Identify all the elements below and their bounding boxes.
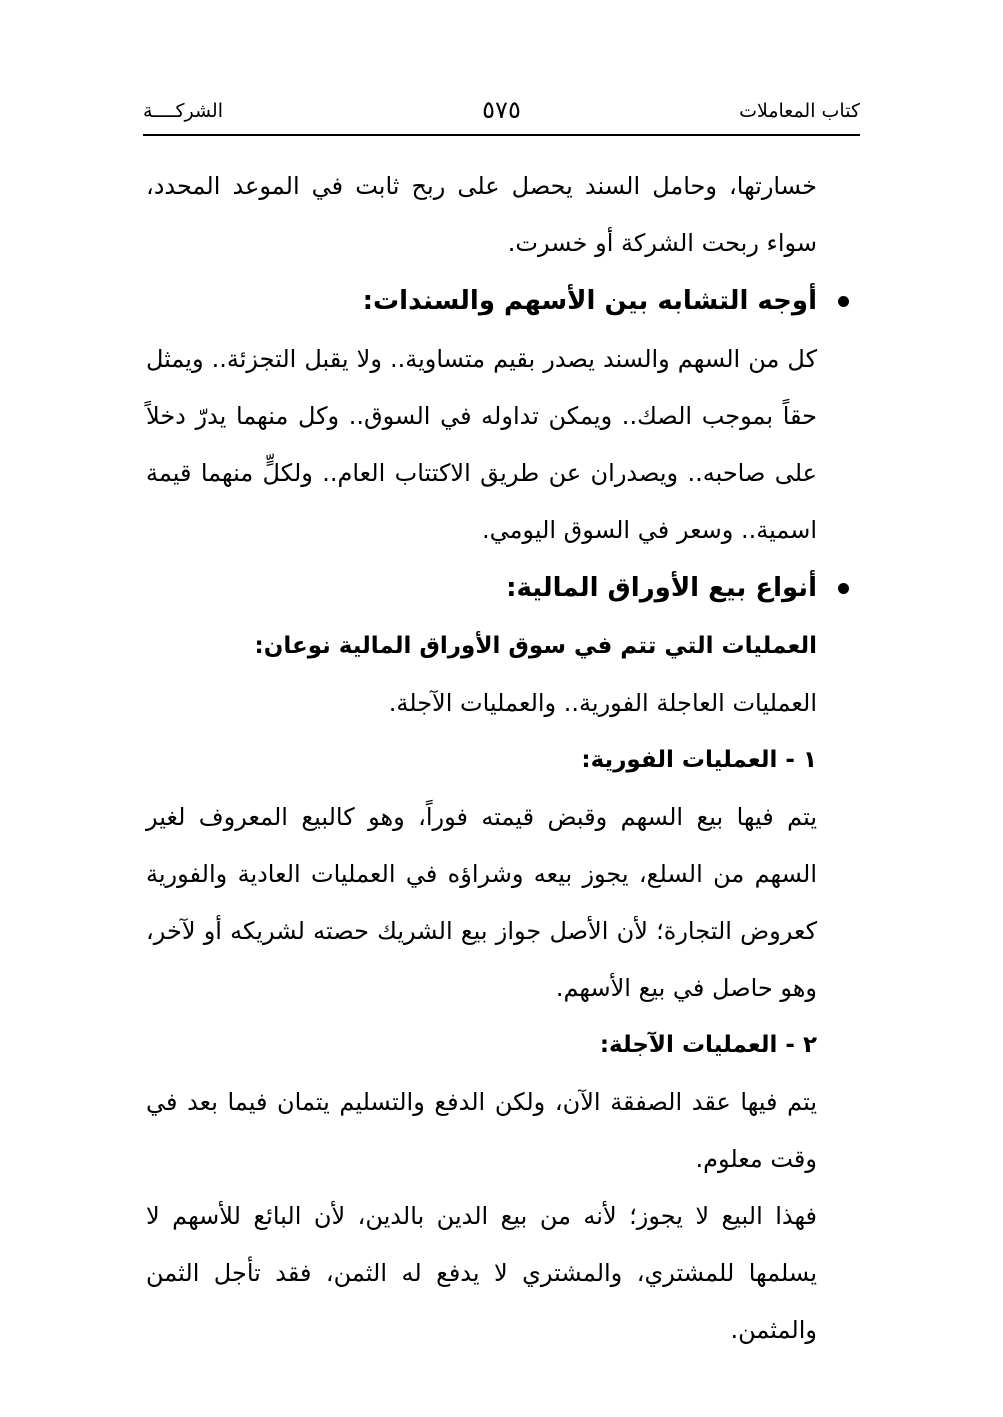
paragraph: يتم فيها عقد الصفقة الآن، ولكن الدفع والتسليم يتمان فيما بعد في وقت معلوم.: [146, 1088, 817, 1173]
subheading: العمليات التي تتم في سوق الأوراق المالية نوعان:: [254, 633, 817, 659]
bullet-icon: [838, 296, 849, 307]
chapter-title: الشركــــة: [143, 100, 223, 122]
book-title: كتاب المعاملات: [739, 100, 860, 122]
section-heading: [146, 559, 817, 618]
section-heading-text: أوجه التشابه بين الأسهم والسندات:: [362, 286, 817, 316]
page-body: [146, 158, 817, 1359]
page-number: ٥٧٥: [482, 96, 521, 124]
bullet-icon: [838, 583, 849, 594]
paragraph: كل من السهم والسند يصدر بقيم متساوية.. ولا يقبل التجزئة.. ويمثل حقاً بموجب الصك.. ويمكن تداوله في السوق.. وكل منهما يدرّ دخلاً على صاحبه.. ويصدران عن طريق الاكتتاب العام.. ولكلٍّ منهما قيمة اسمية.. وسعر في السوق اليومي.: [146, 345, 817, 544]
paragraph: فهذا البيع لا يجوز؛ لأنه من بيع الدين بالدين، لأن البائع للأسهم لا يسلمها للمشتري، والمشتري لا يدفع له الثمن، فقد تأجل الثمن والمثمن.: [146, 1202, 817, 1344]
paragraph: خسارتها، وحامل السند يحصل على ربح ثابت في الموعد المحدد، سواء ربحت الشركة أو خسرت.: [146, 172, 817, 257]
section-heading-text: أنواع بيع الأوراق المالية:: [506, 573, 817, 603]
paragraph: يتم فيها بيع السهم وقبض قيمته فوراً، وهو كالبيع المعروف لغير السهم من السلع، يجوز بيعه وشراؤه في العمليات العادية والفورية كعروض التجارة؛ لأن الأصل جواز بيع الشريك حصته لشريكه أو لآخر، وهو حاصل في بيع الأسهم.: [146, 803, 817, 1002]
paragraph: العمليات العاجلة الفورية.. والعمليات الآجلة.: [388, 689, 817, 717]
page-header: [143, 94, 860, 134]
subheading: ١ - العمليات الفورية:: [581, 747, 817, 773]
header-rule: [143, 134, 860, 136]
subheading: ٢ - العمليات الآجلة:: [599, 1032, 817, 1058]
section-heading: [146, 272, 817, 331]
